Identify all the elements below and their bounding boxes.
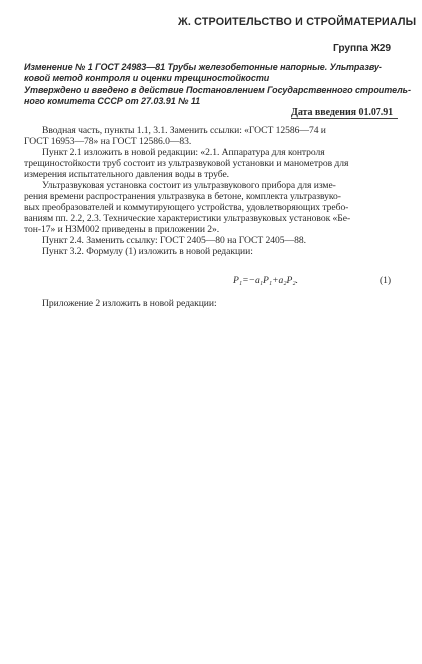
- body-line-10: тон-17» и НЗМ002 приведены в приложении 2».: [24, 224, 220, 235]
- amendment-title-line-2: ковой метод контроля и оценки трещиностойкости: [24, 73, 270, 83]
- body-line-6: Ультразвуковая установка состоит из ультразвукового прибора для изме-: [42, 180, 336, 191]
- approval-line-1: Утверждено и введено в действие Постановлением Государственного строитель-: [24, 85, 411, 95]
- amendment-title-line-1: Изменение № 1 ГОСТ 24983—81 Трубы железобетонные напорные. Ультразву-: [24, 62, 382, 72]
- formula-number: (1): [380, 275, 392, 286]
- effective-date: Дата введения 01.07.91: [291, 107, 394, 118]
- body-line-11: Пункт 2.4. Заменить ссылку: ГОСТ 2405—80 на ГОСТ 2405—88.: [42, 235, 306, 246]
- section-header: Ж. СТРОИТЕЛЬСТВО И СТРОЙМАТЕРИАЛЫ: [178, 16, 417, 28]
- date-underline: [291, 118, 398, 119]
- body-line-8: вых преобразователей и коммутирующего устройства, удовлетворяющих требо-: [24, 202, 349, 213]
- closing-line: Приложение 2 изложить в новой редакции:: [42, 298, 217, 309]
- body-line-5: измерения испытательного давления воды в трубе.: [24, 169, 229, 180]
- body-line-12: Пункт 3.2. Формулу (1) изложить в новой редакции:: [42, 246, 253, 257]
- body-line-4: трещиностойкости труб состоит из ультразвуковой установки и манометров для: [24, 158, 349, 169]
- group-code: Группа Ж29: [333, 43, 391, 54]
- formula: P₁=−a₁P₁+a₂P₂.: [233, 275, 298, 286]
- approval-line-2: ного комитета СССР от 27.03.91 № 11: [24, 96, 201, 106]
- body-line-3: Пункт 2.1 изложить в новой редакции: «2.1. Аппаратура для контроля: [42, 147, 325, 158]
- body-line-7: рения времени распространения ультразвука в бетоне, комплекта ультразвуко-: [24, 191, 341, 202]
- body-line-9: ваниям пп. 2.2, 2.3. Технические характеристики ультразвуковых установок «Бе-: [24, 213, 351, 224]
- body-line-1: Вводная часть, пункты 1.1, 3.1. Заменить ссылки: «ГОСТ 12586—74 и: [42, 125, 326, 136]
- body-line-2: ГОСТ 16953—78» на ГОСТ 12586.0—83.: [24, 136, 192, 147]
